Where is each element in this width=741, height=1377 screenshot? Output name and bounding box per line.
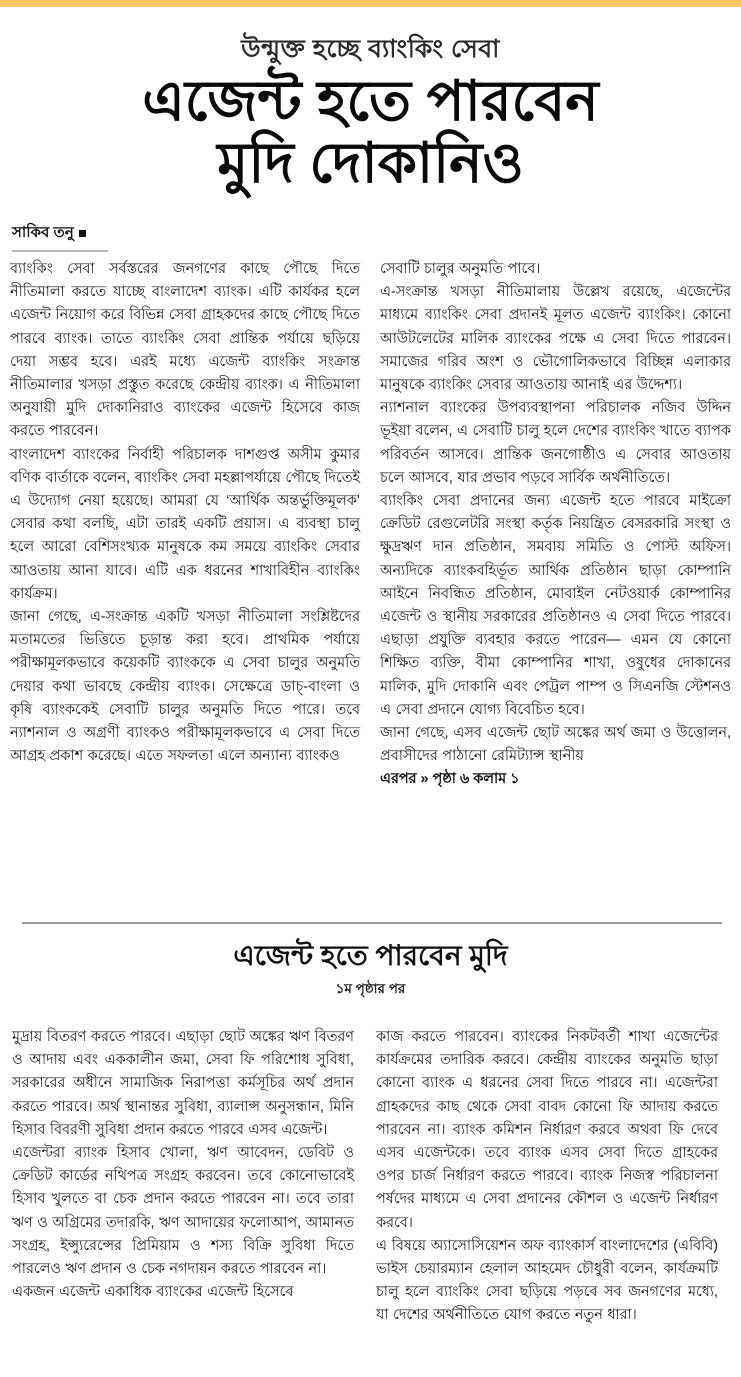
paragraph: এ বিষয়ে অ্যাসোসিয়েশন অফ ব্যাংকার্স বাংলাদেশের (এবিবি) ভাইস চেয়ারম্যান হেলাল আহমেদ চৌধুরী বলেন, কার্যক্রমটি চালু হলে ব্যাংকিং সেবা ছড়িয়ে পড়বে সব জনগণের মধ্যে, যা দেশের অর্থনীতিতে যোগ করতে নতুন ধারা। <box>376 1237 718 1324</box>
article-headline <box>22 70 719 195</box>
headline-line-1: এজেন্ট হতে পারবেন <box>142 68 599 132</box>
byline-divider <box>12 250 108 252</box>
paragraph: মুদ্রায় বিতরণ করতে পারবে। এছাড়া ছোট অঙ্কের ঋণ বিতরণ ও আদায় এবং এককালীন জমা, সেবা ফি পরিশোধ সুবিধা, সরকারের অধীনে সামাজিক নিরাপত্তা কর্মসূচির অর্থ প্রদান করতে পারবে। অর্থ স্থানান্তর সুবিধা, ব্যালান্স অনুসন্ধান, মিনি হিসাব বিবরণী সুবিধা প্রদান করতে পারবে এসব এজেন্ট। <box>12 1029 354 1138</box>
headline-line-2: মুদি দোকানিও <box>217 131 524 195</box>
continued-headline: এজেন্ট হতে পারবেন মুদি <box>233 940 508 971</box>
paragraph: এজেন্টরা ব্যাংক হিসাব খোলা, ঋণ আবেদন, ডেবিট ও ক্রেডিট কার্ডের নথিপত্র সংগ্রহ করবেন। তবে কোনোভাবেই হিসাব খুলতে বা চেক প্রদান করতে পারবেন না। তবে তারা ঋণ ও অগ্রিমের তদারকি, ঋণ আদায়ের ফলোআপ, আমানত সংগ্রহ, ইন্স্যুরেন্সের প্রিমিয়াম ও শস্য বিক্রি সুবিধা দিতে পারলেও ঋণ প্রদান ও চেক নগদায়ন করতে পারবেন না। <box>12 1145 354 1278</box>
paragraph: জানা গেছে, এসব এজেন্ট ছোট অঙ্কের অর্থ জমা ও উত্তোলন, প্রবাসীদের পাঠানো রেমিট্যান্স স্থানীয় <box>380 725 731 765</box>
continued-column-left <box>12 1026 354 1304</box>
continued-column-right <box>376 1026 718 1328</box>
continued-article-header <box>0 940 741 1001</box>
continuation-jump-note[interactable]: এরপর » পৃষ্ঠা ৬ কলাম ১ <box>380 771 520 788</box>
article-kicker: উন্মুক্ত হচ্ছে ব্যাংকিং সেবা <box>241 35 500 63</box>
main-article-columns <box>0 258 741 792</box>
byline <box>12 221 122 246</box>
continued-subhead: ১ম পৃষ্ঠার পর <box>335 981 406 997</box>
paragraph: এ-সংক্রান্ত খসড়া নীতিমালায় উল্লেখ রয়েছে, এজেন্টের মাধ্যমে ব্যাংকিং সেবা প্রদানই মূলত এজেন্ট ব্যাংকিং। কোনো আউটলেটের মালিক ব্যাংকের পক্ষে এ সেবা দিতে পারবেন। সমাজের গরিব অংশ ও ভৌগোলিকভাবে বিচ্ছিন্ন এলাকার মানুষকে ব্যাংকিং সেবার আওতায় আনাই এর উদ্দেশ্য। <box>380 284 731 394</box>
main-column-left <box>10 258 360 768</box>
top-accent-band <box>0 0 741 7</box>
byline-square-icon <box>79 230 86 237</box>
continued-article-columns <box>0 1026 741 1328</box>
paragraph: ন্যাশনাল ব্যাংকের উপব্যবস্থাপনা পরিচালক নজিব উদ্দিন ভূইয়া বলেন, এ সেবাটি চালু হলে দেশের ব্যাংকিং খাতে ব্যাপক পরিবর্তন আসবে। প্রান্তিক জনগোষ্ঠীও এ সেবার আওতায় চলে আসবে, যার প্রভাব পড়বে সার্বিক অর্থনীতিতে। <box>380 400 731 486</box>
paragraph: ব্যাংকিং সেবা প্রদানের জন্য এজেন্ট হতে পারবে মাইক্রো ক্রেডিট রেগুলেটরি সংস্থা কর্তৃক নিয়ন্ত্রিত বেসরকারি সংস্থা ও ক্ষুদ্রঋণ দান প্রতিষ্ঠান, সমবায় সমিতি ও পোস্ট অফিস। অন্যদিকে ব্যাংকবহির্ভূত আর্থিক প্রতিষ্ঠান ছাড়া কোম্পানি আইনে নিবন্ধিত প্রতিষ্ঠান, মোবাইল নেটওয়ার্ক কোম্পানির এজেন্ট ও স্থানীয় সরকারের প্রতিষ্ঠানও এ সেবা দিতে পারবে। এছাড়া প্রযুক্তি ব্যবহার করতে পারেন— এমন যে কোনো শিক্ষিত ব্যক্তি, বীমা কোম্পানির শাখা, ওষুধের দোকানের মালিক, মুদি দোকানি এবং পেট্রল পাম্প ও সিএনজি স্টেশনও এ সেবা প্রদানে যোগ্য বিবেচিত হবে। <box>380 493 731 718</box>
byline-author-name: সাকিব তনু <box>12 224 74 242</box>
paragraph: জানা গেছে, এ-সংক্রান্ত একটি খসড়া নীতিমালা সংশ্লিষ্টদের মতামতের ভিত্তিতে চূড়ান্ত করা হবে। প্রাথমিক পর্যায়ে পরীক্ষামূলকভাবে কয়েকটি ব্যাংককে এ সেবা চালুর অনুমতি দেয়ার কথা ভাবছে কেন্দ্রীয় ব্যাংক। সেক্ষেত্রে ডাচ্-বাংলা ও কৃষি ব্যাংককেই সেবাটি চালুর অনুমতি দিতে পারে। তবে ন্যাশনাল ও অগ্রণী ব্যাংকও পরীক্ষামূলকভাবে এ সেবা দিতে আগ্রহ প্রকাশ করেছে। এতে সফলতা এলে অন্যান্য ব্যাংকও <box>10 609 360 765</box>
section-divider <box>22 922 722 924</box>
paragraph: ব্যাংকিং সেবা সর্বস্তরের জনগণের কাছে পৌছে দিতে নীতিমালা করতে যাচ্ছে বাংলাদেশ ব্যাংক। এটি কার্যকর হলে এজেন্ট নিয়োগ করে বিভিন্ন সেবা গ্রাহকদের কাছে পৌছে দিতে পারবে ব্যাংক। তাতে ব্যাংকিং সেবা প্রান্তিক পর্যায়ে ছড়িয়ে দেয়া সম্ভব হবে। এরই মধ্যে এজেন্ট ব্যাংকিং সংক্রান্ত নীতিমালার খসড়া প্রস্তুত করেছে কেন্দ্রীয় ব্যাংক। এ নীতিমালা অনুযায়ী মুদি দোকানিরাও ব্যাংকের এজেন্ট হিসেবে কাজ করতে পারবেন। <box>10 261 360 440</box>
paragraph: বাংলাদেশ ব্যাংকের নির্বাহী পরিচালক দাশগুপ্ত অসীম কুমার বণিক বার্তাকে বলেন, ব্যাংকিং সেবা মহল্লাপর্যায়ে পৌছে দিতেই এ উদ্যোগ নেয়া হয়েছে। আমরা যে ‘আর্থিক অন্তর্ভুক্তিমূলক’ সেবার কথা বলছি, এটা তারই একটি প্রয়াস। এ ব্যবস্থা চালু হলে আরো বেশিসংখ্যক মানুষকে কম সময়ে ব্যাংকিং সেবার আওতায় আনা যাবে। এটি এক ধরনের শাখাবিহীন ব্যাংকিং কার্যক্রম। <box>10 446 360 602</box>
paragraph: সেবাটি চালুর অনুমতি পাবে। <box>380 261 541 277</box>
main-article-header <box>0 7 741 252</box>
paragraph: একজন এজেন্ট একাধিক ব্যাংকের এজেন্ট হিসেবে <box>12 1284 294 1301</box>
byline-block <box>12 221 122 252</box>
paragraph: কাজ করতে পারবেন। ব্যাংকের নিকটবর্তী শাখা এজেন্টের কার্যক্রমের তদারিক করবে। কেন্দ্রীয় ব্যাংকের অনুমতি ছাড়া কোনো ব্যাংক এ ধরনের সেবা দিতে পারবে না। এজেন্টরা গ্রাহকদের কাছ থেকে সেবা বাবদ কোনো ফি আদায় করতে পারবেন না। ব্যাংক কমিশন নির্ধারণ করবে অথবা ফি দেবে এসব এজেন্টকে। তবে ব্যাংক এসব সেবা দিতে গ্রাহকের ওপর চার্জ নির্ধারণ করতে পারবে। ব্যাংক নিজস্ব পরিচালনা পর্ষদের মাধ্যমে এ সেবা প্রদানের কৌশল ও এজেন্ট নির্ধারণ করবে। <box>376 1029 718 1231</box>
main-column-right <box>380 258 731 792</box>
